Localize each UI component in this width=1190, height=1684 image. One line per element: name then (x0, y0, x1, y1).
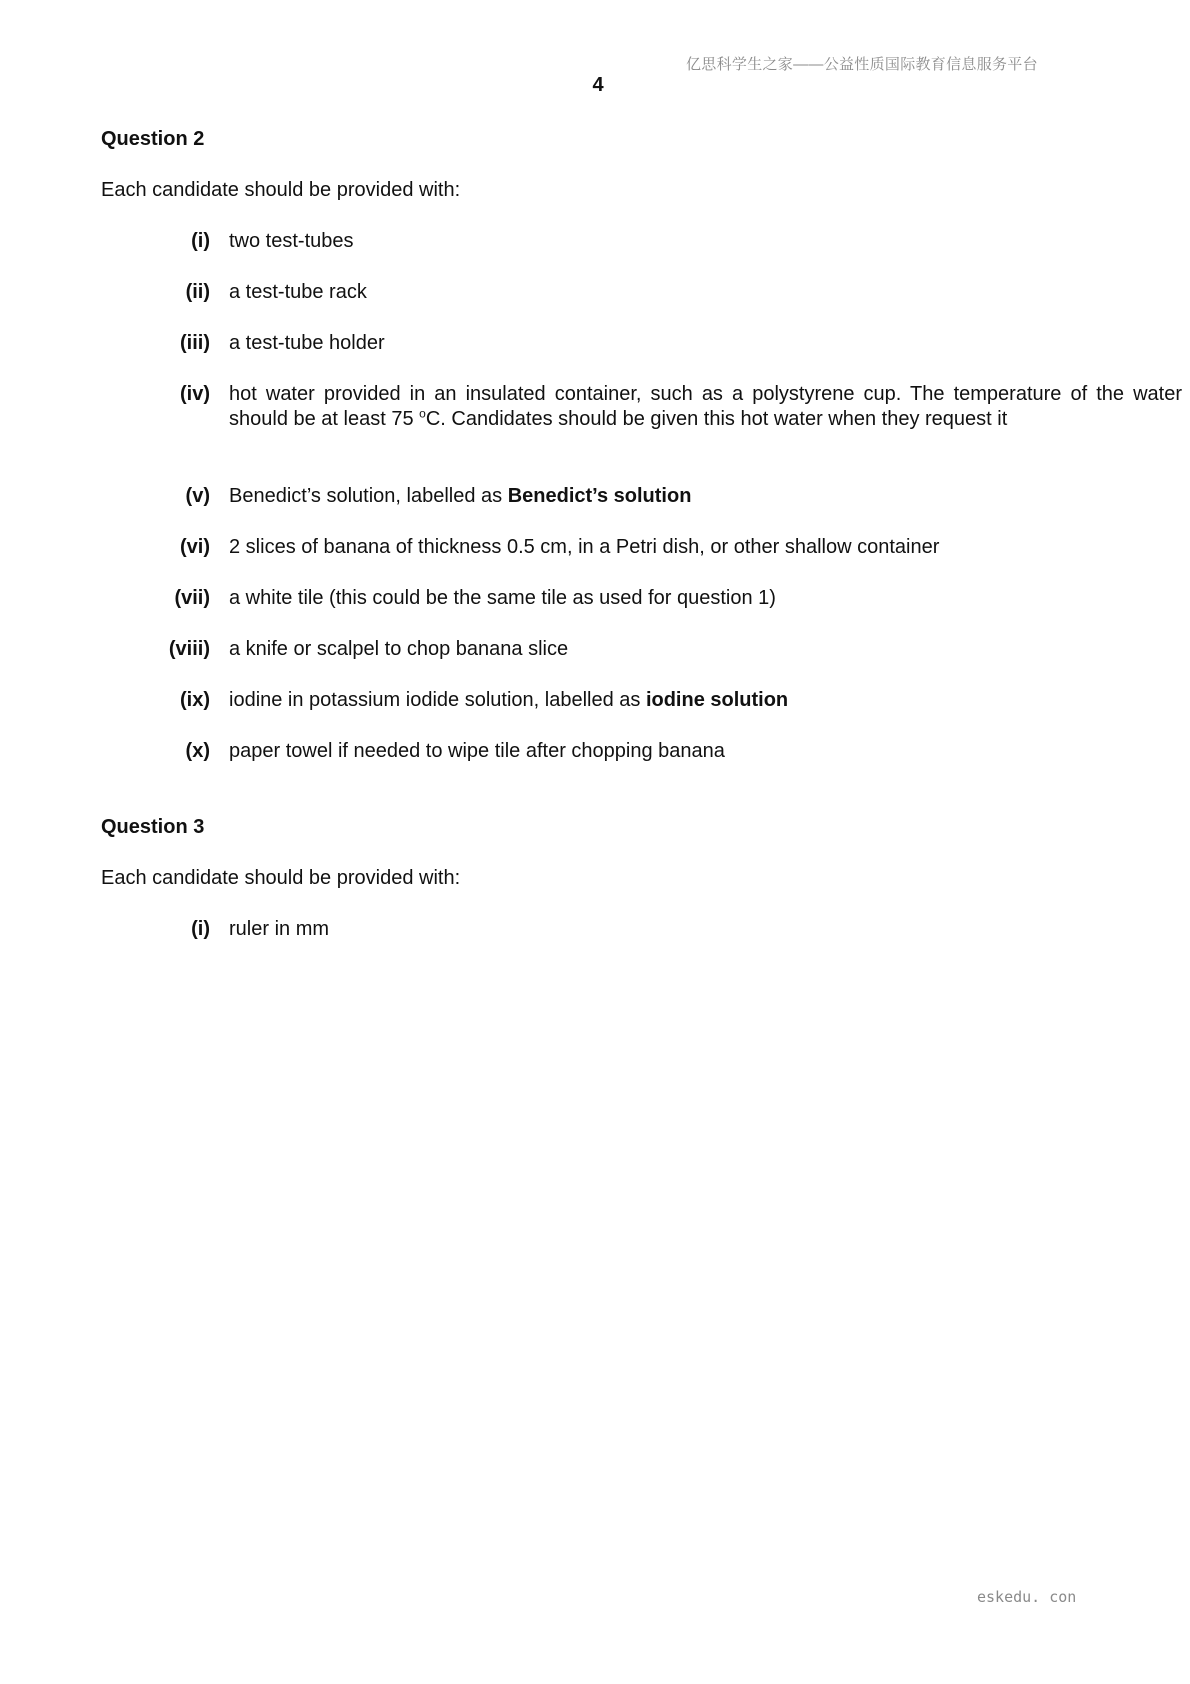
question-2-heading: Question 2 (101, 128, 205, 150)
question-3-intro: Each candidate should be provided with: (101, 867, 461, 889)
page-number: 4 (592, 74, 604, 96)
item-text: paper towel if needed to wipe tile after chopping banana (229, 740, 725, 762)
item-number: (viii) (168, 638, 210, 660)
item-text: ruler in mm (229, 918, 330, 940)
item-text: a knife or scalpel to chop banana slice (229, 638, 569, 660)
item-text-part: C. Candidates should be given this hot water when they request it (425, 408, 1008, 430)
item-number: (ii) (185, 281, 210, 303)
item-number: (v) (185, 485, 210, 507)
item-text (229, 484, 1182, 509)
watermark-text: 亿思科学生之家——公益性质国际教育信息服务平台 (686, 56, 1038, 73)
item-number: (i) (191, 918, 210, 940)
item-number: (iv) (180, 383, 210, 405)
item-text: a test-tube holder (229, 332, 385, 354)
item-number: (x) (185, 740, 210, 762)
item-text: a test-tube rack (229, 281, 367, 303)
footer-site: eskedu. con (977, 1588, 1077, 1606)
item-label-bold: iodine solution (645, 689, 789, 711)
item-text (229, 382, 1182, 432)
item-label-bold: Benedict’s solution (507, 485, 692, 507)
item-number: (ix) (180, 689, 210, 711)
item-number: (vi) (180, 536, 210, 558)
item-text: two test-tubes (229, 230, 354, 252)
question-2-intro: Each candidate should be provided with: (101, 179, 461, 201)
item-text-part: Benedict’s solution, labelled as (229, 485, 508, 507)
item-number: (i) (191, 230, 210, 252)
degree-sign: o (419, 406, 426, 421)
item-text: a white tile (this could be the same tile as used for question 1) (229, 587, 776, 609)
item-text: 2 slices of banana of thickness 0.5 cm, in a Petri dish, or other shallow container (229, 536, 940, 558)
item-text-part: hot water provided in an insulated container, such as a polystyrene cup. The temperature of the water should be at least 75 (229, 383, 1182, 430)
question-3-heading: Question 3 (101, 816, 205, 838)
item-number: (iii) (180, 332, 210, 354)
item-text (229, 688, 1182, 713)
item-number: (vii) (174, 587, 210, 609)
item-text-part: iodine in potassium iodide solution, labelled as (229, 689, 646, 711)
